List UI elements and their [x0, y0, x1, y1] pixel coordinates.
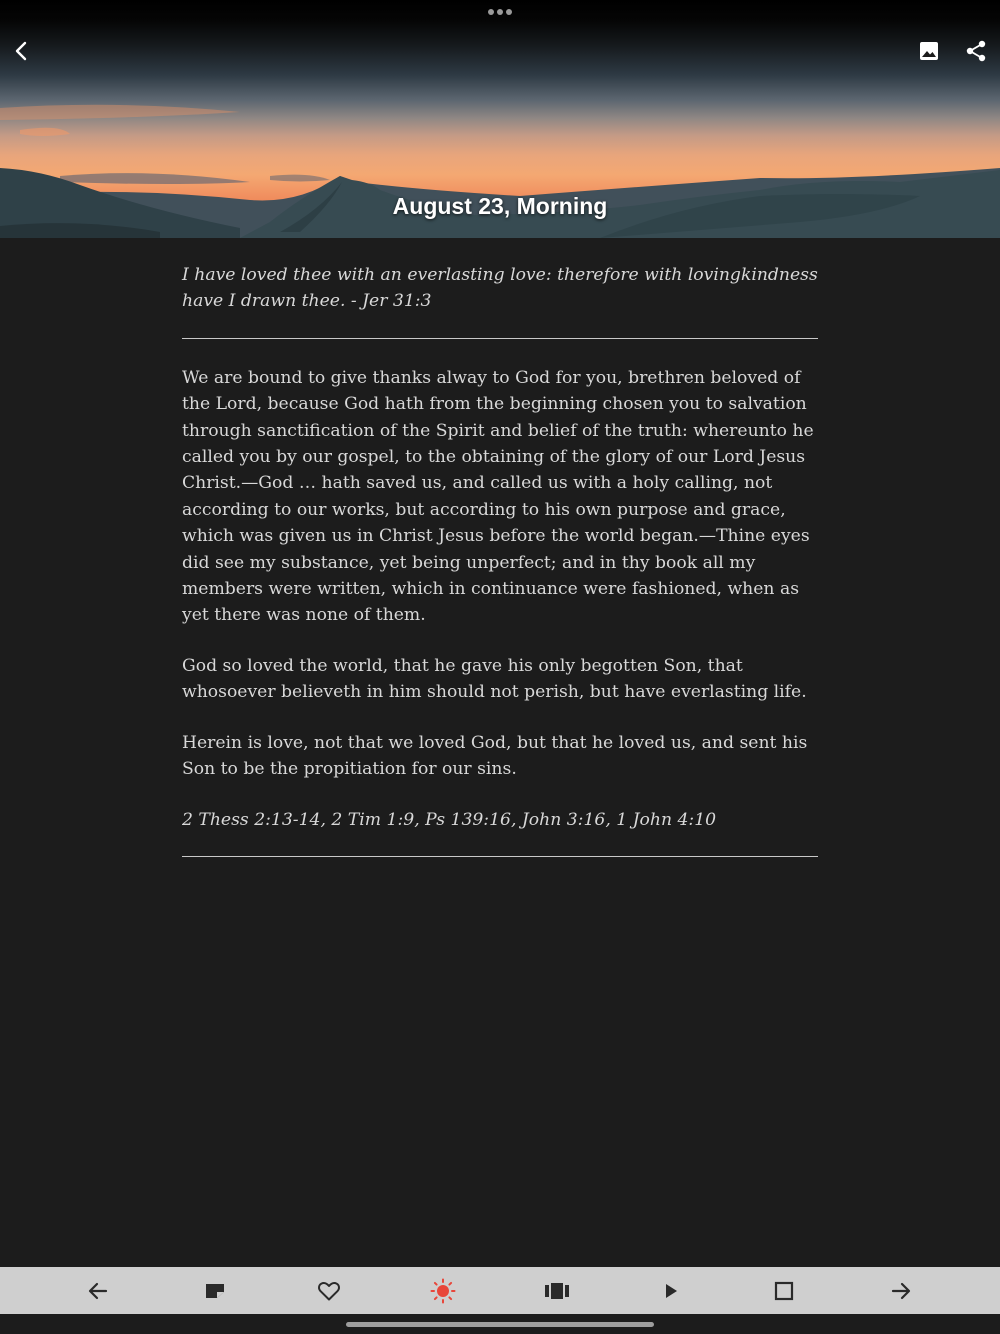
chevron-left-icon: [12, 41, 32, 61]
brightness-button[interactable]: [419, 1267, 467, 1314]
more-dots-icon[interactable]: [488, 8, 512, 16]
scripture-references: 2 Thess 2:13-14, 2 Tim 1:9, Ps 139:16, John 3:16, 1 John 4:10: [182, 809, 717, 830]
page-title: August 23, Morning: [392, 193, 608, 219]
previous-button[interactable]: [74, 1267, 122, 1314]
home-indicator[interactable]: [346, 1322, 654, 1327]
arrow-right-icon: [890, 1280, 912, 1302]
note-icon: [204, 1280, 226, 1302]
carousel-icon: [545, 1282, 569, 1300]
image-button[interactable]: [909, 31, 949, 71]
reading-content: [182, 262, 818, 857]
brightness-icon: [430, 1278, 456, 1304]
body-paragraph: Herein is love, not that we loved God, but that he loved us, and sent his Son to be the propitiation for our sins.: [182, 732, 808, 780]
play-button[interactable]: [647, 1267, 695, 1314]
divider-top: [182, 338, 818, 339]
share-icon: [965, 40, 987, 62]
image-icon: [919, 41, 939, 61]
home-indicator-area: [0, 1314, 1000, 1334]
devotional-body: [182, 365, 818, 783]
epigraph-verse: I have loved thee with an everlasting love: therefore with lovingkindness have I drawn thee. - Jer 31:3: [182, 265, 818, 312]
heart-icon: [317, 1280, 341, 1302]
share-button[interactable]: [956, 31, 996, 71]
next-button[interactable]: [877, 1267, 925, 1314]
body-paragraph: We are bound to give thanks alway to God for you, brethren beloved of the Lord, because God hath from the beginning chosen you to salvation through sanctification of the Spirit and belief of the truth: whereunto he called you by our gospel, to the obtaining of the glory of our Lord Jesus Christ.—God … hath saved us, and called us with a holy calling, not according to our works, but according to his own purpose and grace, which was given us in Christ Jesus before the world began.—Thine eyes did see my substance, yet being unperfect; and in thy book all my members were written, which in continuance were fashioned, when as yet there was none of them.: [182, 367, 814, 626]
arrow-left-icon: [87, 1280, 109, 1302]
back-button[interactable]: [2, 31, 42, 71]
note-button[interactable]: [191, 1267, 239, 1314]
play-icon: [663, 1282, 679, 1300]
body-paragraph: God so loved the world, that he gave his only begotten Son, that whosoever believeth in him should not perish, but have everlasting life.: [182, 655, 807, 703]
square-button[interactable]: [760, 1267, 808, 1314]
bottom-toolbar: [0, 1267, 1000, 1314]
favorite-button[interactable]: [305, 1267, 353, 1314]
square-icon: [773, 1280, 795, 1302]
divider-bottom: [182, 856, 818, 857]
header-banner: [0, 0, 1000, 238]
carousel-button[interactable]: [533, 1267, 581, 1314]
